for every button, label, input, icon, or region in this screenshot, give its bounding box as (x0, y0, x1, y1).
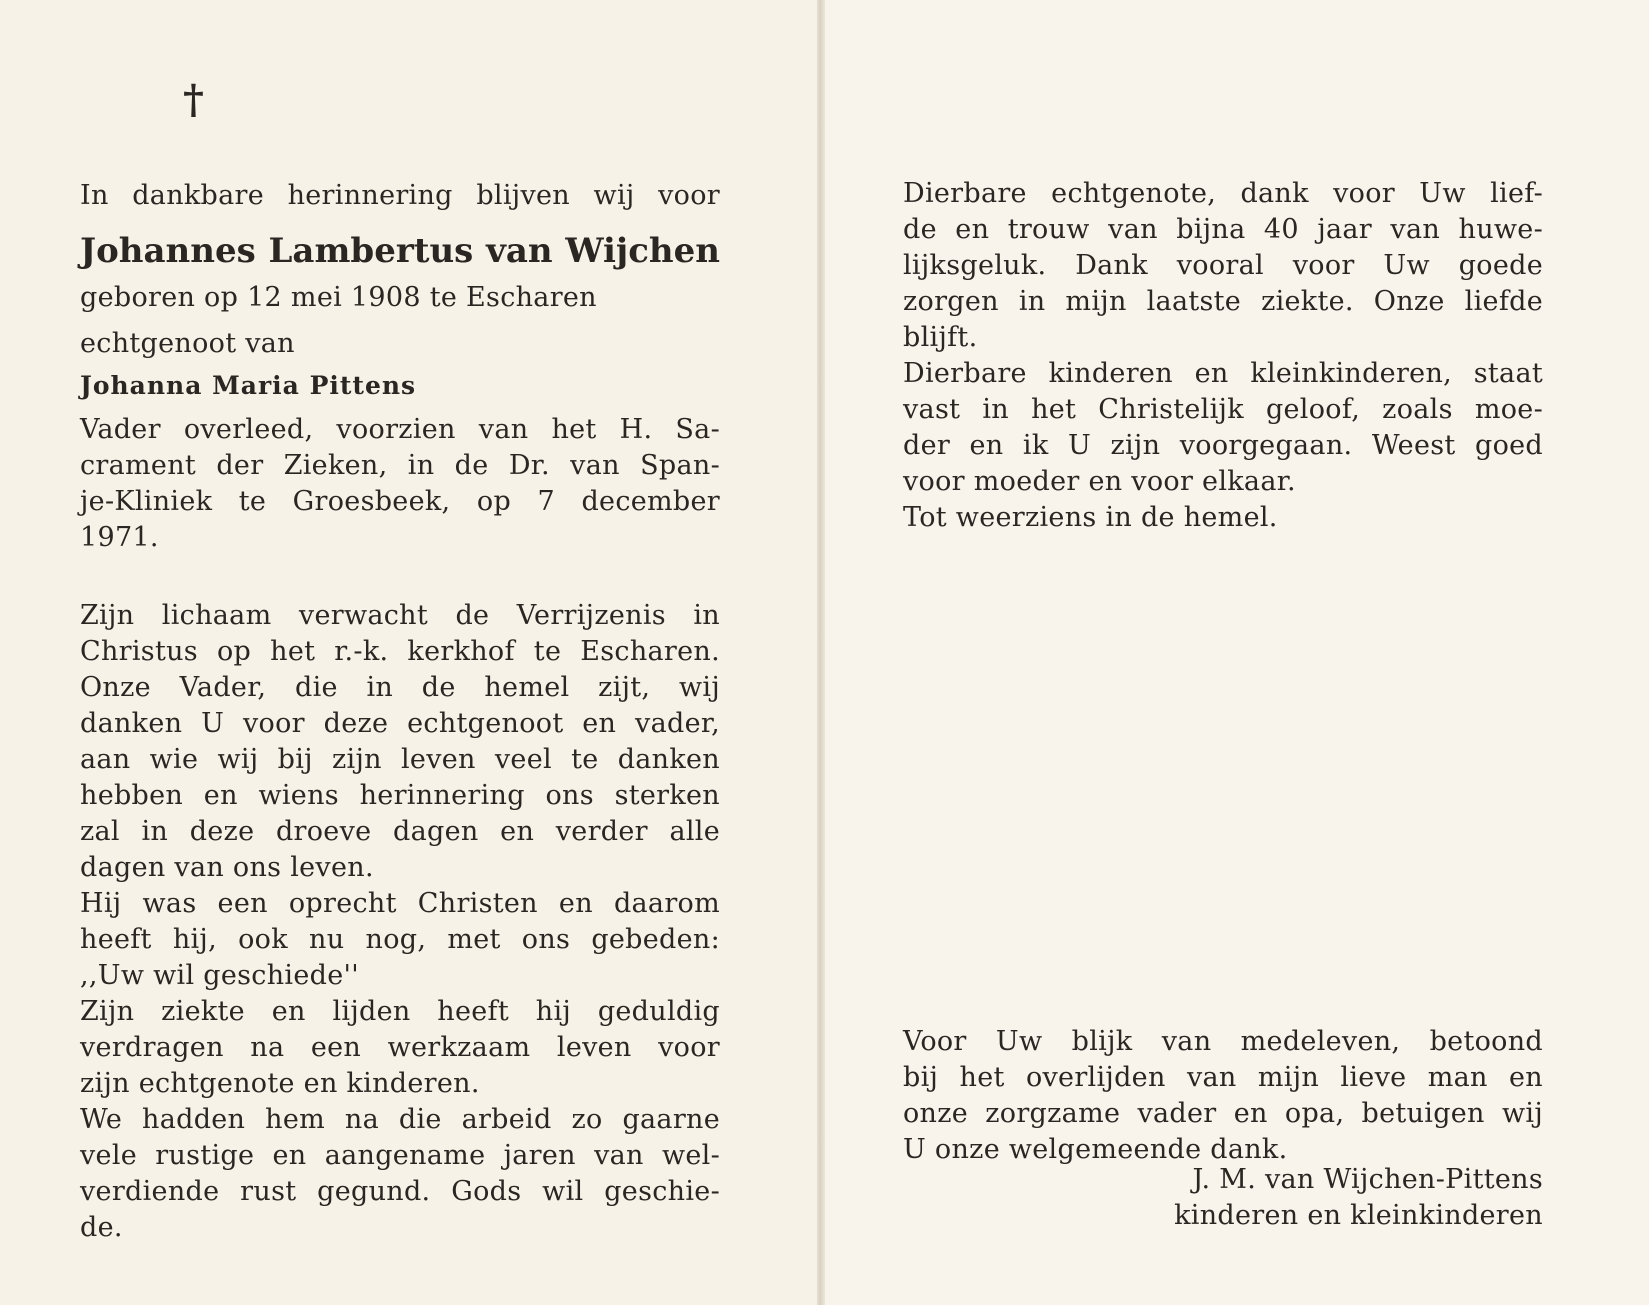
body-line: verdragen na een werkzaam leven voor (80, 1032, 720, 1063)
thanks-message (903, 1024, 1543, 1168)
body-line: Hij was een oprecht Christen en daarom (80, 888, 720, 919)
birth-line: geboren op 12 mei 1908 te Escharen (80, 282, 597, 313)
body-line: dagen van ons leven. (80, 852, 374, 883)
card-fold (817, 0, 825, 1305)
body-line: de. (80, 1212, 123, 1243)
farewell-line: der en ik U zijn voorgegaan. Weest goed (903, 430, 1543, 461)
farewell-message (903, 176, 1543, 536)
thanks-line: onze zorgzame vader en opa, betuigen wij (903, 1098, 1543, 1129)
body-line: heeft hij, ook nu nog, met ons gebeden: (80, 924, 720, 955)
farewell-line: zorgen in mijn laatste ziekte. Onze liefde (903, 286, 1543, 317)
body-line: Christus op het r.-k. kerkhof te Escharen. (80, 636, 720, 667)
farewell-line: Dierbare kinderen en kleinkinderen, staat (903, 358, 1543, 389)
signature-name: J. M. van Wijchen-Pittens (1192, 1164, 1543, 1195)
thanks-line: U onze welgemeende dank. (903, 1134, 1288, 1165)
intro-text: In dankbare herinnering blijven wij voor (80, 180, 720, 211)
thanks-line: Voor Uw blijk van medeleven, betoond (903, 1026, 1543, 1057)
death-line: Vader overleed, voorzien van het H. Sa- (80, 414, 720, 445)
farewell-line: Dierbare echtgenote, dank voor Uw lief- (903, 178, 1543, 209)
body-line: verdiende rust gegund. Gods wil geschie- (80, 1176, 720, 1207)
death-paragraph (80, 412, 720, 556)
farewell-line: vast in het Christelijk geloof, zoals moe- (903, 394, 1543, 425)
body-line: danken U voor deze echtgenoot en vader, (80, 708, 720, 739)
cross-icon: † (183, 76, 204, 123)
body-line: vele rustige en aangename jaren van wel- (80, 1140, 720, 1171)
body-line: Zijn ziekte en lijden heeft hij geduldig (80, 996, 720, 1027)
body-line: hebben en wiens herinnering ons sterken (80, 780, 720, 811)
farewell-line: lijksgeluk. Dank vooral voor Uw goede (903, 250, 1543, 281)
deceased-name: Johannes Lambertus van Wijchen (80, 231, 720, 271)
farewell-line: de en trouw van bijna 40 jaar van huwe- (903, 214, 1543, 245)
body-line: aan wie wij bij zijn leven veel te danken (80, 744, 720, 775)
death-line: 1971. (80, 522, 159, 553)
signature-family: kinderen en kleinkinderen (1174, 1200, 1543, 1231)
signature-block (903, 1162, 1543, 1234)
farewell-line: Tot weerziens in de hemel. (903, 502, 1278, 533)
body-line: We hadden hem na die arbeid zo gaarne (80, 1104, 720, 1135)
spouse-label: echtgenoot van (80, 328, 295, 359)
memorial-body (80, 598, 720, 1246)
farewell-line: voor moeder en voor elkaar. (903, 466, 1296, 497)
death-line: je-Kliniek te Groesbeek, op 7 december (80, 486, 720, 517)
body-line: Zijn lichaam verwacht de Verrijzenis in (80, 600, 720, 631)
thanks-line: bij het overlijden van mijn lieve man en (903, 1062, 1543, 1093)
body-line: zal in deze droeve dagen en verder alle (80, 816, 720, 847)
death-line: crament der Zieken, in de Dr. van Span- (80, 450, 720, 481)
spouse-name: Johanna Maria Pittens (80, 371, 417, 400)
body-line: zijn echtgenote en kinderen. (80, 1068, 480, 1099)
body-line: Onze Vader, die in de hemel zijt, wij (80, 672, 720, 703)
farewell-line: blijft. (903, 322, 978, 353)
body-line: ,,Uw wil geschiede'' (80, 960, 359, 991)
